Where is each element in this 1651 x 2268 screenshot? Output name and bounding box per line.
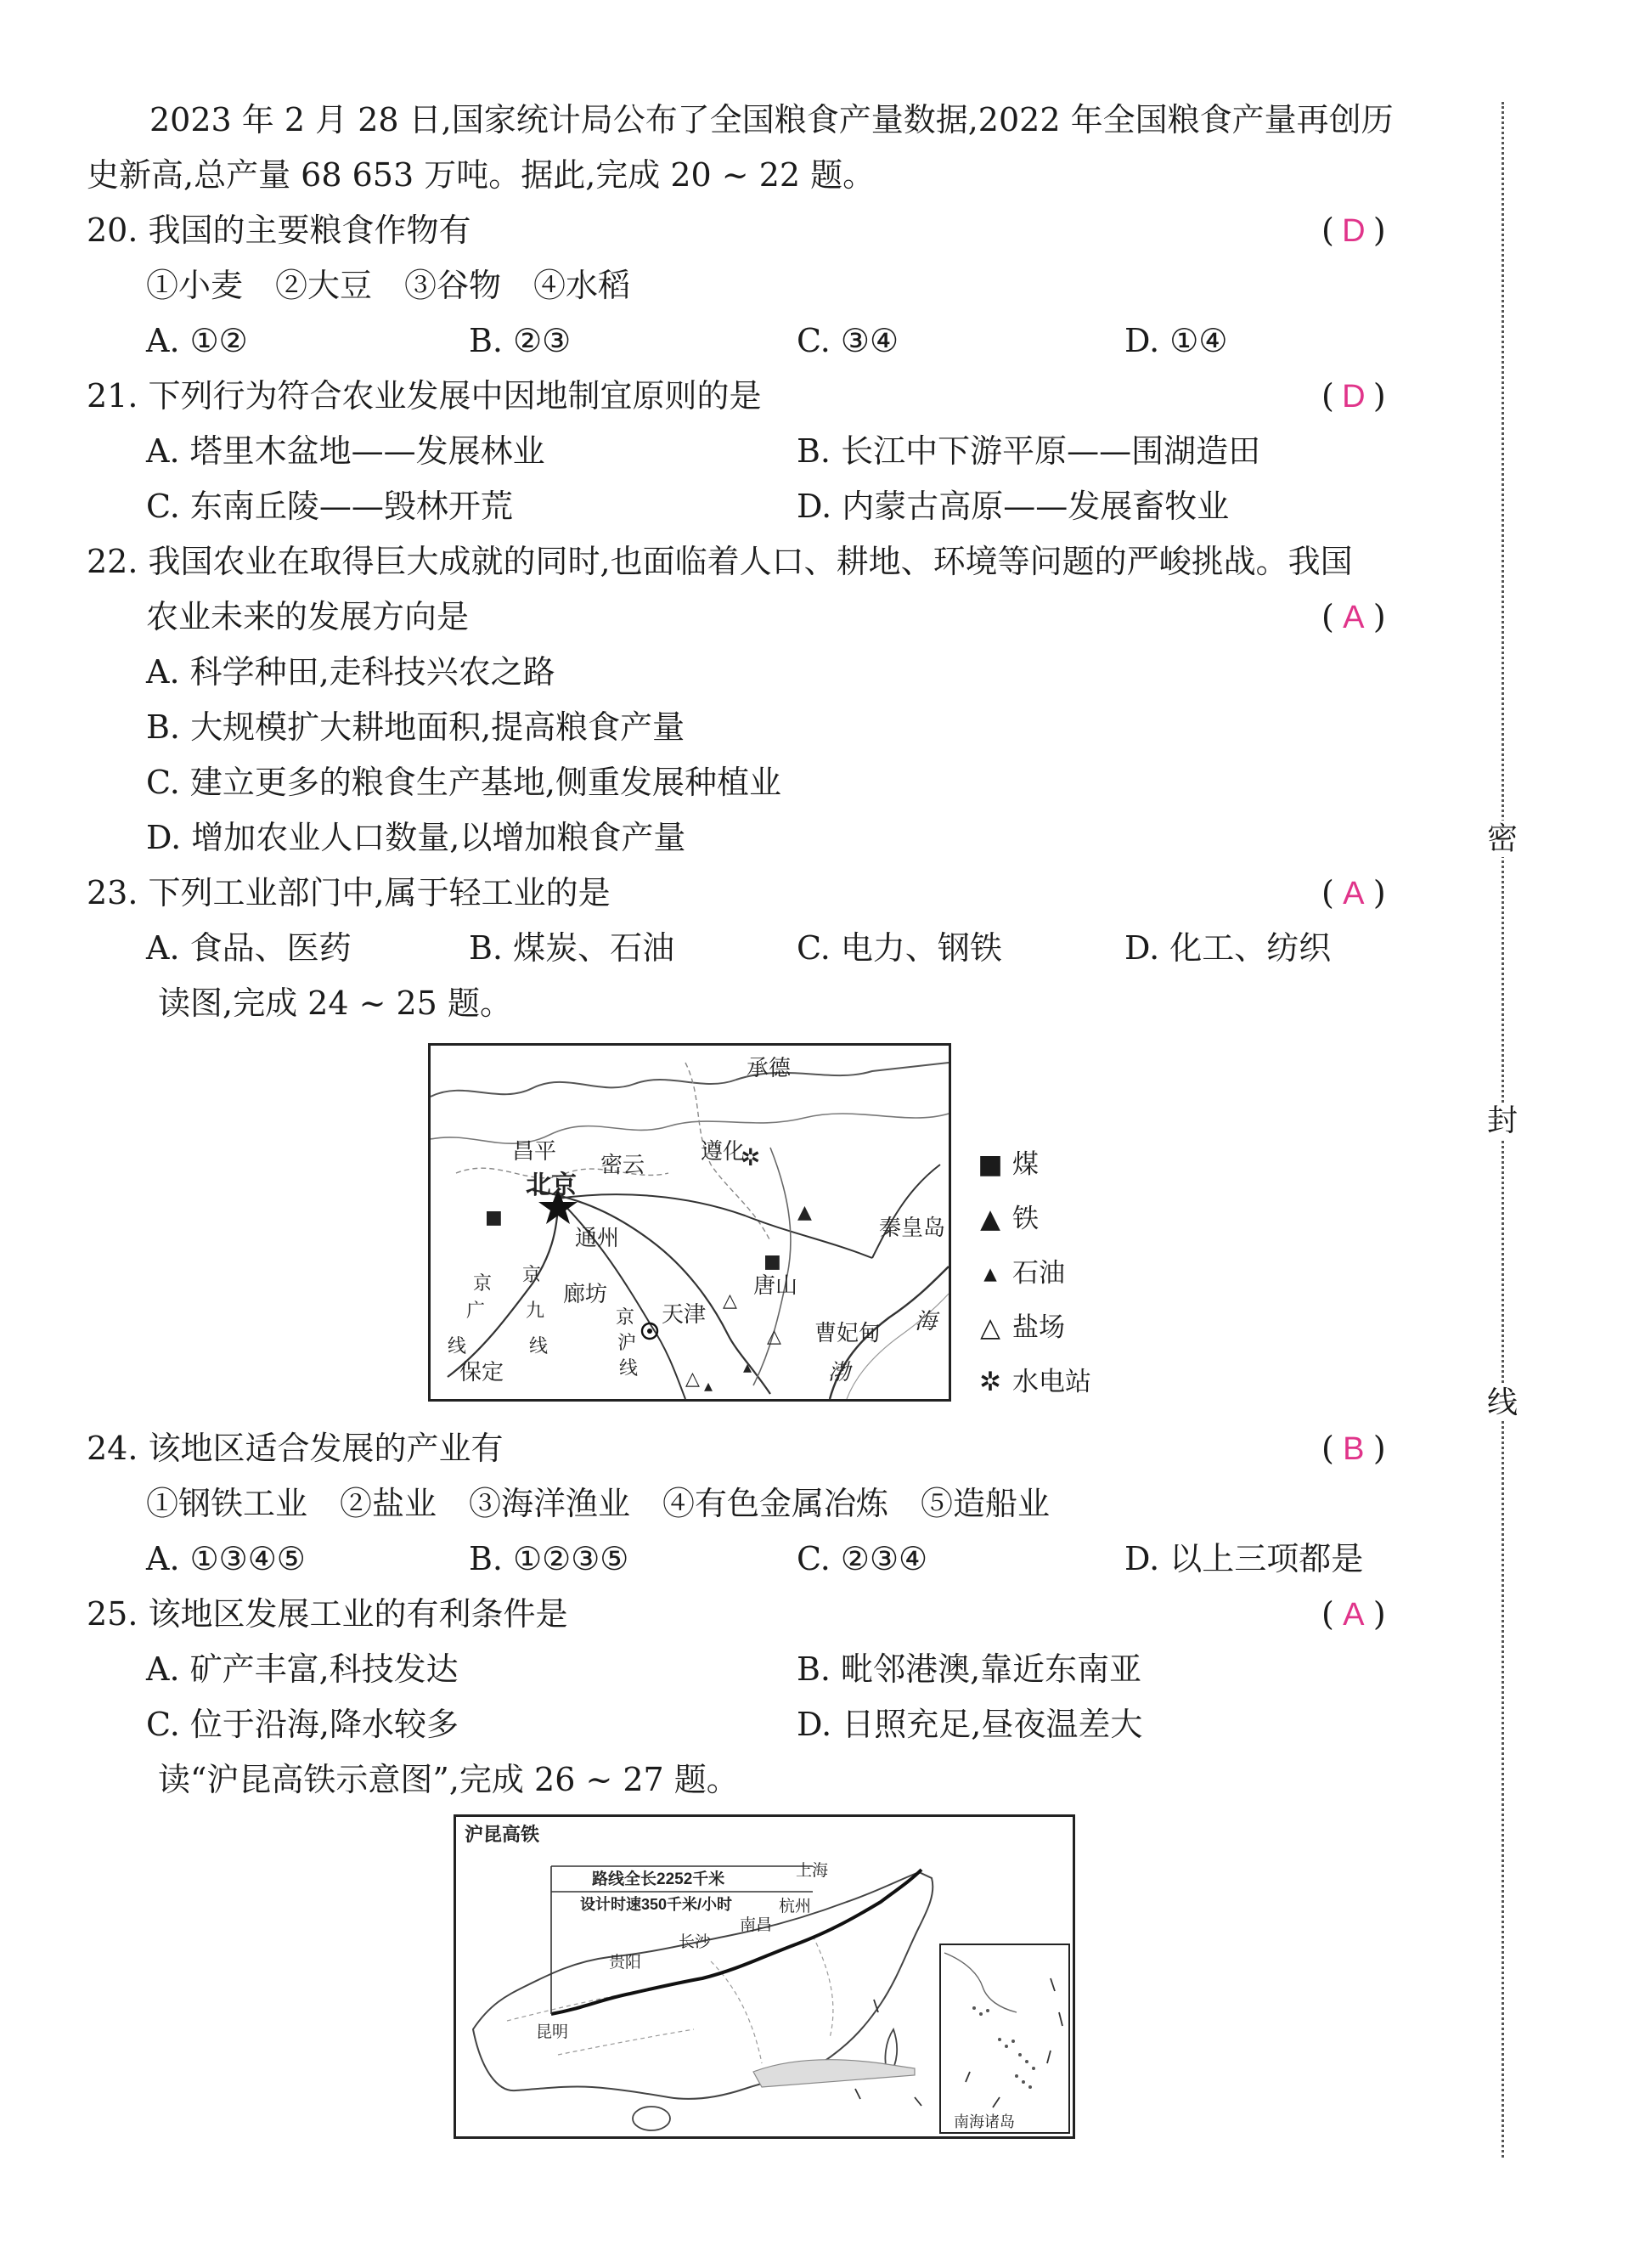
question-24-option-c: C. ②③④	[797, 1540, 928, 1577]
legend-row-oil	[968, 1258, 1065, 1289]
place-beijing: 北京	[526, 1171, 577, 1200]
coal-icon: ■	[764, 1251, 781, 1272]
place-chengde: 承德	[747, 1056, 792, 1081]
question-20-option-a: A. ①②	[146, 322, 248, 359]
city-shanghai: 上海	[796, 1862, 829, 1880]
question-22-answer: ( A )	[1321, 598, 1386, 635]
rail-jinghu-char-2: 沪	[617, 1333, 637, 1354]
rail-jingjiu-char-2: 九	[526, 1300, 545, 1322]
question-25-option-b: B. 毗邻港澳,靠近东南亚	[797, 1650, 1142, 1688]
salt-field-icon: △	[723, 1290, 737, 1312]
question-24-answer: ( B )	[1321, 1430, 1386, 1467]
legend-label: 水电站	[1012, 1367, 1091, 1397]
place-tangshan: 唐山	[753, 1273, 798, 1299]
margin-seal-feng: 封	[1479, 1103, 1525, 1139]
answer-letter: A	[1343, 600, 1365, 635]
rail-jingguang-char-3: 线	[448, 1336, 467, 1357]
city-kunming: 昆明	[536, 2023, 569, 2041]
place-miyun: 密云	[600, 1153, 645, 1178]
question-23-stem: 23. 下列工业部门中,属于轻工业的是	[87, 874, 611, 911]
rail-jinghu-char-3: 线	[619, 1358, 639, 1379]
question-25-stem: 25. 该地区发展工业的有利条件是	[87, 1595, 568, 1633]
inset-south-china-sea-islands: 南海诸岛	[954, 2113, 1015, 2130]
city-hangzhou: 杭州	[779, 1898, 812, 1915]
question-24-stem: 24. 该地区适合发展的产业有	[87, 1430, 504, 1467]
hukun-hsr-map	[454, 1814, 1075, 2139]
question-25-option-d: D. 日照充足,昼夜温差大	[797, 1706, 1143, 1743]
legend-label: 铁	[1012, 1204, 1039, 1234]
salt-field-icon: △	[685, 1368, 700, 1390]
question-22-option-d: D. 增加农业人口数量,以增加粮食产量	[146, 819, 686, 856]
sea-label-hai: 海	[915, 1309, 938, 1334]
rail-jingjiu-char-1: 京	[522, 1265, 542, 1286]
hydropower-icon: ✲	[741, 1143, 761, 1171]
hydropower-icon: ✲	[979, 1367, 1001, 1397]
question-24-option-b: B. ①②③⑤	[469, 1540, 629, 1577]
hsr-design-speed: 设计时速350千米/小时	[580, 1896, 733, 1913]
question-24-option-a: A. ①③④⑤	[146, 1540, 306, 1577]
question-20-option-b: B. ②③	[469, 322, 572, 359]
hsr-route-length: 路线全长2252千米	[592, 1870, 725, 1888]
question-21-stem: 21. 下列行为符合农业发展中因地制宜原则的是	[87, 377, 762, 415]
question-22-option-b: B. 大规模扩大耕地面积,提高粮食产量	[146, 708, 685, 746]
question-22-stem-line-2: 农业未来的发展方向是	[146, 598, 470, 635]
question-23-option-a: A. 食品、医药	[146, 929, 352, 967]
place-qinhuangdao: 秦皇岛	[879, 1216, 946, 1241]
question-23-option-d: D. 化工、纺织	[1124, 929, 1332, 967]
question-24-items: ①钢铁工业 ②盐业 ③海洋渔业 ④有色金属冶炼 ⑤造船业	[146, 1485, 1051, 1522]
place-changping: 昌平	[512, 1139, 557, 1165]
question-23-option-b: B. 煤炭、石油	[469, 929, 675, 967]
question-25-answer: ( A )	[1321, 1595, 1386, 1633]
answer-letter: D	[1342, 213, 1366, 249]
question-25-option-a: A. 矿产丰富,科技发达	[146, 1650, 459, 1688]
intro-paragraph-line-1: 2023 年 2 月 28 日,国家统计局公布了全国粮食产量数据,2022 年全国粮食产量再创历	[149, 101, 1394, 138]
jingjintang-map	[428, 1043, 951, 1402]
question-22-option-c: C. 建立更多的粮食生产基地,侧重发展种植业	[146, 764, 781, 801]
coal-icon: ■	[485, 1207, 503, 1228]
margin-seal-xian: 线	[1479, 1385, 1525, 1421]
hsr-map-title: 沪昆高铁	[465, 1824, 540, 1846]
sea-label-bo: 渤	[828, 1360, 851, 1385]
question-21-option-a: A. 塔里木盆地——发展林业	[146, 432, 545, 470]
question-22-stem-line-1: 22. 我国农业在取得巨大成就的同时,也面临着人口、耕地、环境等问题的严峻挑战。我国	[87, 543, 1353, 580]
question-24-option-d: D. 以上三项都是	[1124, 1540, 1364, 1577]
legend-row-hydropower	[968, 1369, 1091, 1396]
legend-label: 煤	[1012, 1149, 1039, 1180]
place-langfang: 廊坊	[563, 1282, 608, 1307]
legend-row-salt-field	[968, 1312, 1065, 1343]
coal-icon: ■	[978, 1149, 1003, 1180]
city-guiyang: 贵阳	[609, 1954, 642, 1972]
map-2-instruction: 读“沪昆高铁示意图”,完成 26 ~ 27 题。	[158, 1761, 739, 1798]
question-21-answer: ( D )	[1321, 377, 1386, 415]
legend-row-coal	[968, 1149, 1039, 1180]
question-20-option-c: C. ③④	[797, 322, 899, 359]
question-21-option-d: D. 内蒙古高原——发展畜牧业	[797, 488, 1230, 525]
answer-letter: B	[1343, 1431, 1365, 1467]
legend-label: 石油	[1012, 1258, 1065, 1289]
oil-icon: ▴	[704, 1375, 713, 1396]
question-21-option-b: B. 长江中下游平原——围湖造田	[797, 432, 1261, 470]
question-20-answer: ( D )	[1321, 212, 1386, 249]
oil-icon: ▴	[743, 1357, 752, 1377]
place-tongzhou: 通州	[575, 1226, 620, 1251]
rail-jingguang-char-2: 广	[466, 1300, 486, 1322]
question-20-option-d: D. ①④	[1124, 322, 1228, 359]
rail-jingguang-char-1: 京	[473, 1273, 493, 1295]
question-23-option-c: C. 电力、钢铁	[797, 929, 1002, 967]
rail-jinghu-char-1: 京	[616, 1307, 635, 1329]
map-1-instruction: 读图,完成 24 ~ 25 题。	[158, 984, 512, 1022]
place-caofeidian: 曹妃甸	[814, 1321, 882, 1346]
city-changsha: 长沙	[679, 1933, 712, 1951]
question-20-stem: 20. 我国的主要粮食作物有	[87, 212, 471, 249]
salt-field-icon: △	[980, 1312, 1000, 1343]
iron-icon: ▲	[797, 1202, 812, 1223]
place-tianjin: 天津	[662, 1302, 707, 1328]
place-zunhua: 遵化	[701, 1139, 746, 1165]
question-21-option-c: C. 东南丘陵——毁林开荒	[146, 488, 513, 525]
answer-letter: A	[1343, 876, 1365, 911]
question-22-option-a: A. 科学种田,走科技兴农之路	[146, 653, 555, 691]
answer-letter: D	[1342, 379, 1366, 415]
margin-seal-mi: 密	[1479, 821, 1525, 857]
map-2-lines	[456, 1817, 1073, 2136]
legend-row-iron	[968, 1206, 1039, 1233]
question-20-items: ①小麦 ②大豆 ③谷物 ④水稻	[146, 267, 631, 304]
city-nanchang: 南昌	[740, 1916, 773, 1934]
iron-icon: ▲	[980, 1204, 1000, 1234]
legend-label: 盐场	[1012, 1312, 1065, 1343]
oil-icon: ▴	[983, 1258, 997, 1289]
rail-jingjiu-char-3: 线	[529, 1336, 549, 1357]
answer-letter: A	[1343, 1597, 1365, 1633]
question-25-option-c: C. 位于沿海,降水较多	[146, 1706, 459, 1743]
intro-paragraph-line-2: 史新高,总产量 68 653 万吨。据此,完成 20 ~ 22 题。	[87, 156, 876, 194]
question-23-answer: ( A )	[1321, 874, 1386, 911]
place-baoding: 保定	[459, 1360, 504, 1385]
salt-field-icon: △	[767, 1326, 781, 1347]
